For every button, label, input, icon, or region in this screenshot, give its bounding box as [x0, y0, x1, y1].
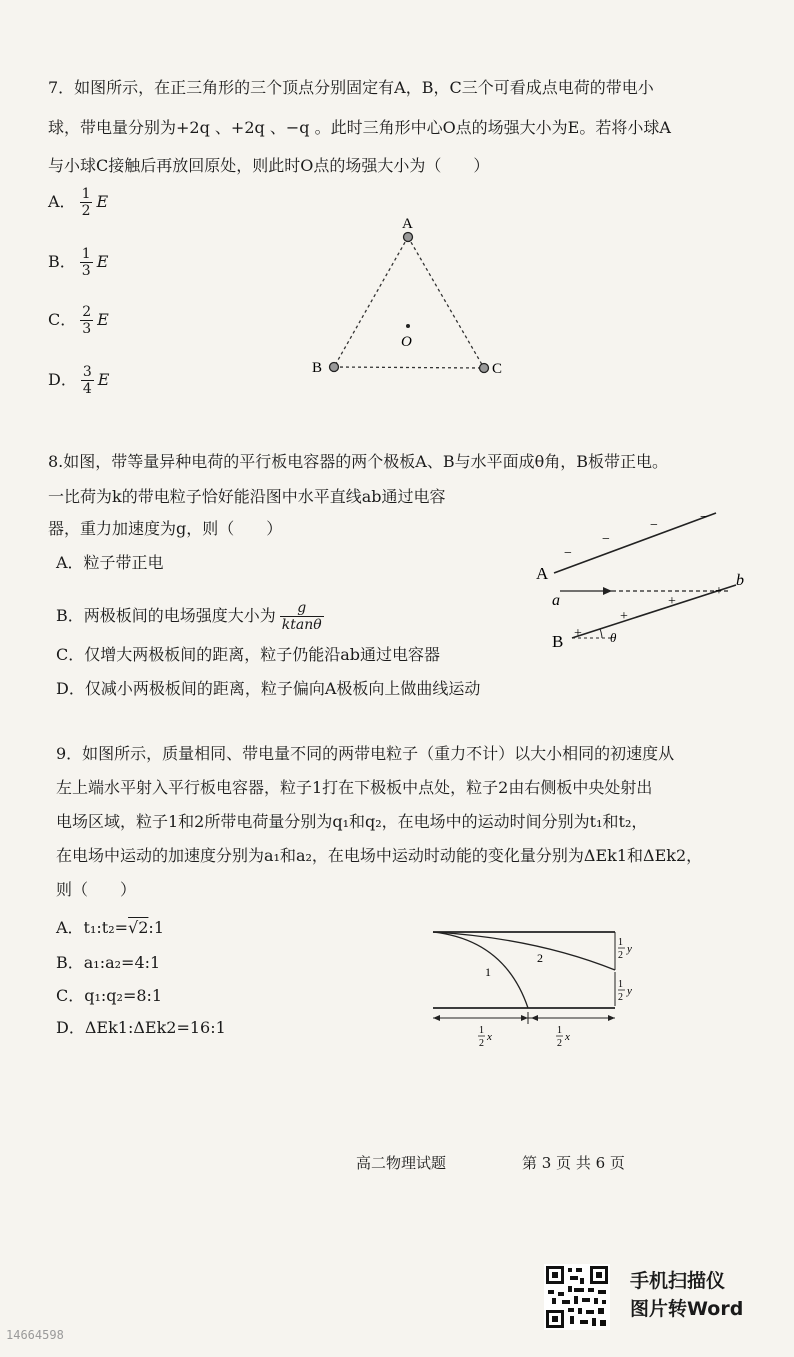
svg-text:1: 1: [479, 1025, 484, 1036]
plate-b-label: B: [552, 632, 564, 651]
svg-text:+: +: [574, 626, 582, 641]
plate-a: [554, 513, 716, 573]
svg-text:2: 2: [618, 950, 623, 961]
center-o-label: O: [401, 334, 412, 350]
svg-text:−: −: [650, 518, 658, 533]
q8-capacitor-figure: [530, 505, 760, 655]
q8-line3: 器，重力加速度为g，则（ ）: [48, 519, 283, 538]
svg-text:y: y: [627, 943, 632, 955]
brand-line2: 图片转Word: [630, 1298, 744, 1320]
svg-text:2: 2: [479, 1038, 484, 1049]
svg-text:−: −: [700, 510, 708, 525]
trajectory-1-label: 1: [485, 965, 491, 979]
svg-text:2: 2: [557, 1038, 562, 1049]
angle-theta-label: θ: [610, 630, 617, 645]
q9-option-a: A．t₁:t₂=√2:1: [56, 918, 164, 937]
q7-line3: 与小球C接触后再放回原处，则此时O点的场强大小为（ ）: [48, 156, 490, 175]
footer-title: 高二物理试题: [356, 1154, 447, 1172]
fraction: $\frac{1}{3}$: [81, 246, 91, 279]
q9-line1: 9．如图所示，质量相同、带电量不同的两带电粒子（重力不计）以大小相同的初速度从: [56, 744, 675, 763]
q8-line1: 8.如图，带等量异种电荷的平行板电容器的两个极板A、B与水平面成θ角，B板带正电。: [48, 452, 668, 471]
q8-option-d: D．仅减小两极板间的距离，粒子偏向A极板向上做曲线运动: [56, 679, 481, 698]
svg-text:+: +: [668, 594, 676, 609]
point-b-label: b: [736, 572, 744, 589]
q7-triangle-figure: [300, 210, 520, 390]
trajectory-1: [433, 932, 528, 1008]
q9-option-d: D．ΔEk1:ΔEk2=16:1: [56, 1018, 226, 1037]
fraction: $\frac{3}{4}$: [82, 364, 92, 397]
q9-option-c: C．q₁:q₂=8:1: [56, 986, 163, 1005]
q7-option-a: A． $\frac{1}{2}$ E: [48, 186, 109, 219]
plate-a-label: A: [536, 564, 549, 583]
q8-line2: 一比荷为k的带电粒子恰好能沿图中水平直线ab通过电容: [48, 487, 446, 506]
qr-code-icon: [544, 1264, 610, 1330]
q8-option-a: A．粒子带正电: [56, 553, 164, 572]
charge-a-ball: [404, 233, 413, 242]
q9-line2: 左上端水平射入平行板电容器，粒子1打在下极板中点处，粒子2由右侧板中央处射出: [56, 778, 653, 797]
q7-option-b: B． $\frac{1}{3}$ E: [48, 246, 109, 279]
svg-text:+: +: [620, 609, 628, 624]
svg-text:2: 2: [618, 992, 623, 1003]
center-o-dot: [406, 324, 410, 328]
charge-b-ball: [330, 363, 339, 372]
q7-line2: 球，带电量分别为+2q 、+2q 、−q 。此时三角形中心O点的场强大小为E。若将小球A: [48, 118, 671, 137]
svg-text:1: 1: [557, 1025, 562, 1036]
q8-option-c: C．仅增大两极板间的距离，粒子仍能沿ab通过电容器: [56, 645, 441, 664]
watermark-id: 14664598: [6, 1328, 64, 1342]
fraction: $\frac{2}{3}$: [82, 304, 92, 337]
svg-text:1: 1: [618, 937, 623, 948]
q7-option-c: C． $\frac{2}{3}$ E: [48, 304, 109, 337]
charge-c-ball: [480, 364, 489, 373]
q7-option-d: D． $\frac{3}{4}$ E: [48, 364, 110, 397]
q7-line1: 7．如图所示，在正三角形的三个顶点分别固定有A，B，C三个可看成点电荷的带电小: [48, 78, 654, 97]
vertex-b-label: B: [312, 360, 323, 376]
point-a-label: a: [552, 592, 560, 609]
q9-line3: 电场区域，粒子1和2所带电荷量分别为q₁和q₂，在电场中的运动时间分别为t₁和t₂，: [56, 812, 648, 831]
svg-text:y: y: [627, 985, 632, 997]
plate-b: [572, 585, 736, 638]
svg-text:−: −: [564, 546, 572, 561]
svg-text:x: x: [565, 1031, 570, 1043]
svg-text:+: +: [715, 584, 723, 599]
q9-line5: 则（ ）: [56, 880, 137, 899]
footer-page-number: 第 3 页 共 6 页: [522, 1154, 625, 1172]
fraction: $\frac{1}{2}$: [81, 186, 91, 219]
svg-text:−: −: [602, 532, 610, 547]
q8-option-b: B．两极板间的电场强度大小为 $\frac{g}{ktan\theta}$: [56, 600, 322, 633]
vertex-a-label: A: [402, 216, 413, 232]
trajectory-2-label: 2: [537, 951, 543, 965]
q9-line4: 在电场中运动的加速度分别为a₁和a₂，在电场中运动时动能的变化量分别为ΔEk1和ΔEk2，: [56, 846, 703, 865]
fraction: $\frac{g}{ktan\theta}$: [281, 600, 322, 633]
svg-text:1: 1: [618, 979, 623, 990]
brand-line1: 手机扫描仪: [630, 1270, 726, 1292]
svg-text:x: x: [487, 1031, 492, 1043]
vertex-c-label: C: [492, 361, 503, 377]
q9-option-b: B．a₁:a₂=4:1: [56, 953, 161, 972]
q9-capacitor-figure: [425, 920, 655, 1055]
